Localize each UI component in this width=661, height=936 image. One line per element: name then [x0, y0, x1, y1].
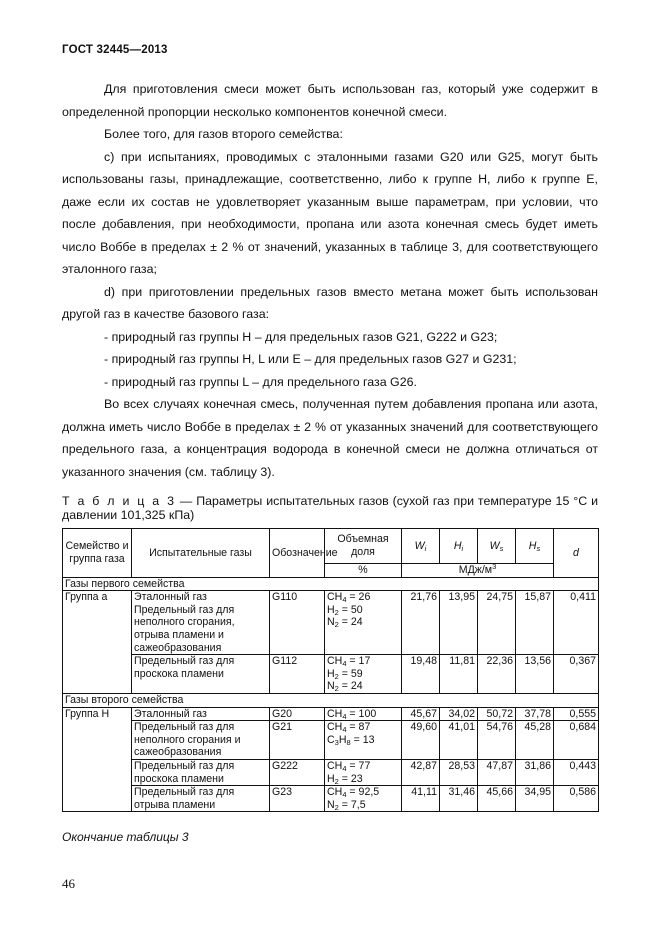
cell-ws: 54,76	[478, 721, 516, 760]
cell-wi: 42,87	[402, 759, 440, 785]
composition-line	[327, 680, 399, 693]
cell-group: Группа Н	[63, 707, 132, 812]
header-family: Семейство и группа газа	[63, 529, 132, 578]
cell-composition	[325, 786, 402, 812]
composition-part: 4	[342, 595, 347, 605]
composition-part: 4	[342, 659, 347, 669]
composition-part: = 24	[338, 680, 363, 693]
unit-text: МДж/м	[458, 564, 493, 576]
cell-hs: 45,28	[516, 721, 554, 760]
table-row	[63, 721, 599, 760]
table-caption	[62, 494, 598, 522]
composition-line	[327, 668, 399, 681]
composition-line	[327, 773, 399, 786]
composition-part: N	[327, 616, 335, 629]
cell-ws: 45,66	[478, 786, 516, 812]
composition-part: CH	[327, 707, 343, 720]
table-header-row	[63, 529, 599, 564]
header-gases: Испытательные газы	[132, 529, 270, 578]
cell-group: Группа а	[63, 591, 132, 694]
table-row	[63, 655, 599, 694]
cell-code: G110	[270, 591, 325, 655]
table-caption-text: — Параметры испытательных газов (сухой газ при температуре 15 °С и давлении 101,325 кПа)	[62, 494, 598, 522]
composition-part: CH	[327, 655, 343, 668]
composition-part: N	[327, 798, 335, 811]
cell-name: Эталонный газ Предельный газ для неполного сгорания, отрыва пламени и сажеобразования	[132, 591, 270, 655]
composition-part: = 50	[338, 603, 363, 616]
cell-code: G20	[270, 707, 325, 721]
paragraph: Во всех случаях конечная смесь, полученная путем добавления пропана или азота, должна иметь число Воббе в пределах ± 2 % от указанных значений для соответствующего предельного газа, а концентрация водорода в конечной смеси не должна отличаться от указанного значения (см. таблицу 3).	[62, 397, 598, 479]
cell-d: 0,411	[554, 591, 599, 655]
composition-line	[327, 655, 399, 668]
cell-hs: 37,78	[516, 707, 554, 721]
header-hi-letter: H	[453, 539, 462, 552]
header-ws-letter: W	[489, 539, 500, 552]
composition-part: 2	[334, 684, 339, 694]
cell-code: G112	[270, 655, 325, 694]
composition-part: 8	[346, 737, 351, 747]
cell-hi: 13,95	[440, 591, 478, 655]
composition-part: = 23	[338, 772, 363, 785]
composition-part: CH	[327, 786, 343, 799]
table-row	[63, 759, 599, 785]
header-d: d	[554, 529, 599, 578]
cell-code: G21	[270, 721, 325, 760]
cell-composition	[325, 707, 402, 721]
page-number: 46	[62, 876, 75, 891]
composition-part: 2	[334, 671, 339, 681]
composition-part: = 87	[346, 721, 371, 734]
section-row	[63, 577, 599, 591]
header-hs	[516, 529, 554, 564]
composition-part: H	[327, 667, 335, 680]
table-row	[63, 707, 599, 721]
composition-part: 2	[334, 776, 339, 786]
header-wi-sub: i	[424, 543, 427, 553]
cell-hs: 15,87	[516, 591, 554, 655]
cell-ws: 50,72	[478, 707, 516, 721]
table-row	[63, 786, 599, 812]
cell-composition	[325, 655, 402, 694]
composition-part: H	[327, 772, 335, 785]
table-caption-label: Т а б л и ц а 3	[62, 494, 177, 508]
section-row	[63, 693, 599, 707]
composition-line	[327, 721, 399, 734]
cell-d: 0,555	[554, 707, 599, 721]
composition-part: 3	[334, 737, 339, 747]
composition-part: CH	[327, 721, 343, 734]
list-item: - природный газ группы L – для предельного газа G26.	[104, 374, 417, 389]
cell-code: G222	[270, 759, 325, 785]
cell-name: Эталонный газ	[132, 707, 270, 721]
composition-part: = 26	[346, 591, 371, 604]
cell-composition	[325, 759, 402, 785]
cell-wi: 21,76	[402, 591, 440, 655]
composition-part: = 77	[346, 759, 371, 772]
header-hi-sub: i	[461, 543, 464, 553]
cell-name: Предельный газ для неполного сгорания и сажеобразования	[132, 721, 270, 760]
paragraph: Для приготовления смеси может быть использован газ, который уже содержит в определенной пропорции несколько компонентов конечной смеси.	[62, 82, 598, 119]
table-continuation-note: Окончание таблицы 3	[62, 830, 189, 844]
header-wi-letter: W	[414, 539, 425, 552]
composition-part: C	[327, 733, 335, 746]
composition-part: N	[327, 680, 335, 693]
section-title: Газы второго семейства	[63, 693, 599, 707]
header-hs-sub: s	[536, 543, 541, 553]
composition-part: = 24	[338, 616, 363, 629]
header-ws-sub: s	[499, 543, 504, 553]
unit-sup: 3	[492, 562, 497, 571]
composition-part: CH	[327, 591, 343, 604]
composition-line	[327, 799, 399, 812]
paragraph: с) при испытаниях, проводимых с эталонными газами G20 или G25, могут быть использованы газы, принадлежащие, соответственно, либо к группе Н, либо к группе Е, даже если их состав не удовлетворяет указанным выше параметрам, при условии, что после добавления, при необходимости, пропана или азота конечная смесь будет иметь число Воббе в пределах ± 2 % от значений, указанных в таблице 3, для соответствующего эталонного газа;	[62, 149, 598, 276]
composition-line	[327, 708, 399, 721]
table-row	[63, 591, 599, 655]
composition-part: 4	[342, 711, 347, 721]
paragraph: d) при приготовлении предельных газов вместо метана может быть использован другой газ в качестве базового газа:	[62, 284, 598, 321]
list-item: - природный газ группы Н, L или Е – для предельных газов G27 и G231;	[104, 352, 517, 366]
header-hs-letter: H	[528, 539, 537, 552]
section-title: Газы первого семейства	[63, 577, 599, 591]
header-wi	[402, 529, 440, 564]
composition-line	[327, 760, 399, 773]
cell-d: 0,684	[554, 721, 599, 760]
header-percent: %	[325, 564, 402, 578]
cell-composition	[325, 721, 402, 760]
header-designation: Обозначение	[270, 529, 325, 578]
composition-part: H	[338, 733, 347, 746]
header-hi	[440, 529, 478, 564]
cell-hs: 13,56	[516, 655, 554, 694]
cell-hi: 28,53	[440, 759, 478, 785]
cell-wi: 45,67	[402, 707, 440, 721]
cell-wi: 49,60	[402, 721, 440, 760]
cell-hi: 11,81	[440, 655, 478, 694]
composition-line	[327, 786, 399, 799]
cell-hs: 34,95	[516, 786, 554, 812]
cell-name: Предельный газ для проскока пламени	[132, 759, 270, 785]
composition-line	[327, 591, 399, 604]
composition-part: 2	[334, 620, 339, 630]
composition-part: = 100	[346, 707, 377, 720]
table-body	[63, 577, 599, 812]
header-volume: Объемная доля	[325, 529, 402, 564]
cell-wi: 19,48	[402, 655, 440, 694]
cell-composition	[325, 591, 402, 655]
composition-part: = 92,5	[346, 786, 380, 799]
cell-d: 0,586	[554, 786, 599, 812]
composition-part: 2	[334, 607, 339, 617]
composition-line	[327, 604, 399, 617]
document-header: ГОСТ 32445—2013	[62, 44, 168, 56]
cell-ws: 24,75	[478, 591, 516, 655]
cell-wi: 41,11	[402, 786, 440, 812]
composition-part: = 7,5	[338, 798, 366, 811]
composition-part: 4	[342, 725, 347, 735]
cell-d: 0,367	[554, 655, 599, 694]
header-ws	[478, 529, 516, 564]
composition-part: H	[327, 603, 335, 616]
composition-line	[327, 616, 399, 629]
body-text	[62, 78, 598, 483]
cell-d: 0,443	[554, 759, 599, 785]
cell-ws: 47,87	[478, 759, 516, 785]
cell-name: Предельный газ для отрыва пламени	[132, 786, 270, 812]
composition-part: 4	[342, 790, 347, 800]
cell-code: G23	[270, 786, 325, 812]
composition-part: CH	[327, 759, 343, 772]
cell-hs: 31,86	[516, 759, 554, 785]
composition-part: = 13	[350, 733, 375, 746]
cell-name: Предельный газ для проскока пламени	[132, 655, 270, 694]
cell-hi: 31,46	[440, 786, 478, 812]
header-unit	[402, 564, 554, 578]
list-item: - природный газ группы Н – для предельных газов G21, G222 и G23;	[104, 329, 498, 344]
gas-parameters-table	[62, 528, 599, 812]
composition-part: 4	[342, 763, 347, 773]
cell-hi: 34,02	[440, 707, 478, 721]
cell-hi: 41,01	[440, 721, 478, 760]
cell-ws: 22,36	[478, 655, 516, 694]
composition-part: 2	[334, 802, 339, 812]
composition-part: = 17	[346, 655, 371, 668]
paragraph: Более того, для газов второго семейства:	[104, 127, 343, 141]
composition-part: = 59	[338, 667, 363, 680]
composition-line	[327, 734, 399, 747]
